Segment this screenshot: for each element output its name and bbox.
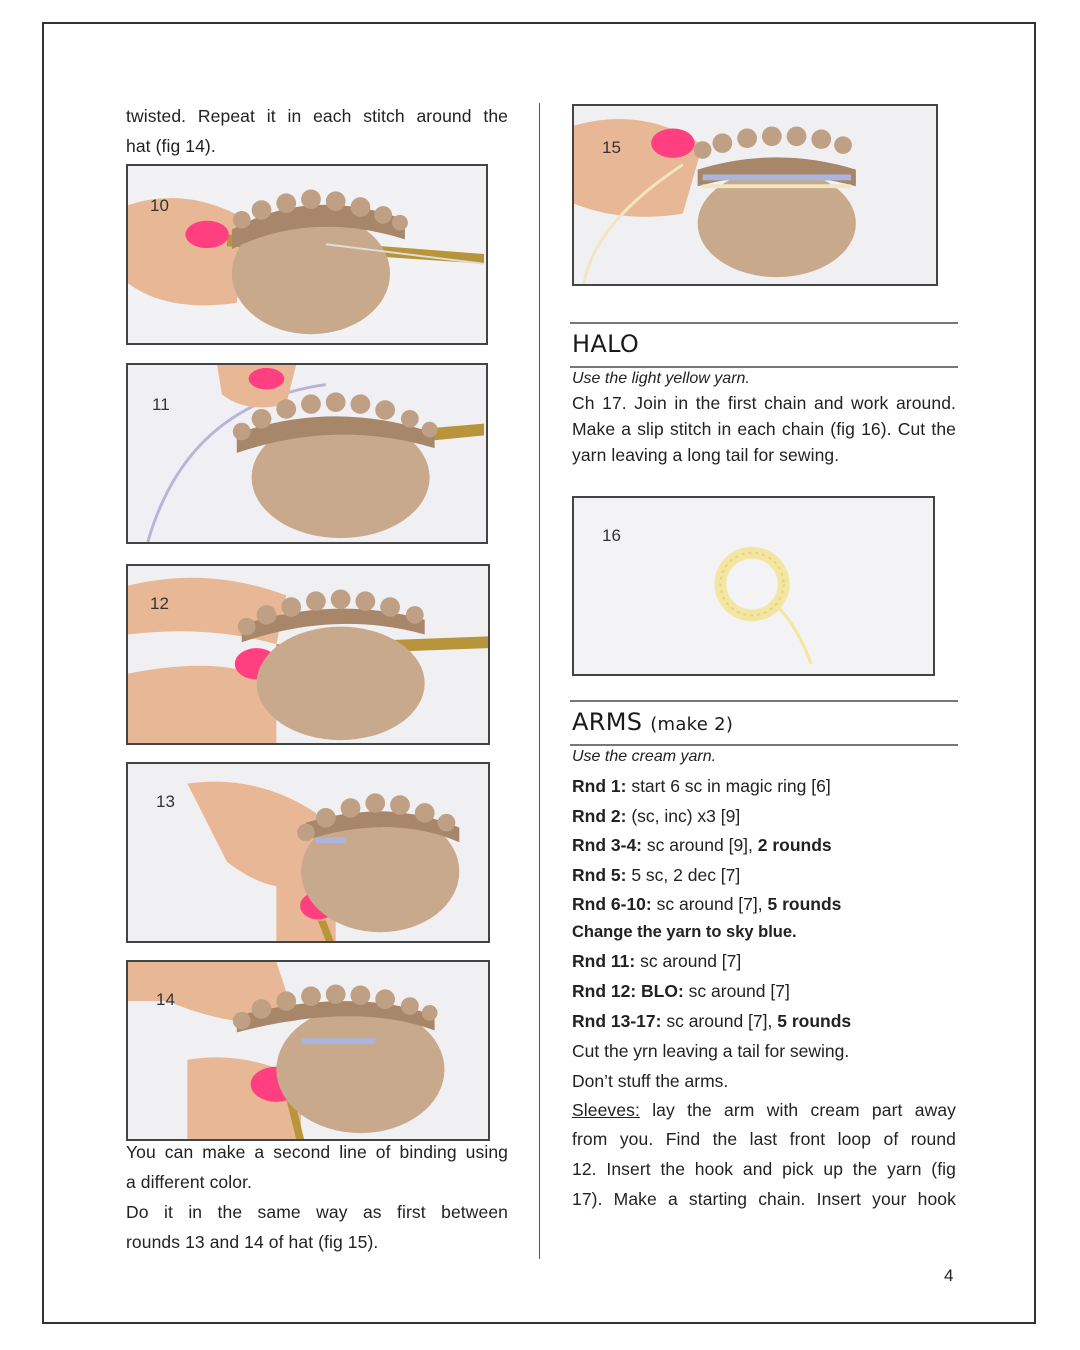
round-12-label: Rnd 12: BLO: (572, 981, 684, 1001)
halo-yarn-note: Use the light yellow yarn. (572, 370, 750, 387)
round-3-4 (572, 835, 832, 856)
round-3-4-text: sc around [9], (642, 835, 758, 855)
arms-title (572, 708, 733, 736)
page-number: 4 (944, 1266, 954, 1285)
round-5-label: Rnd 5: (572, 865, 627, 885)
figure-13-label: 13 (156, 792, 175, 811)
sleeves-line-3: 12. Insert the hook and pick up the yarn (fig (572, 1159, 956, 1179)
intro-line-1: twisted. Repeat it in each stitch around the (126, 106, 508, 126)
figure-15-photo (572, 104, 938, 286)
halo-title: HALO (572, 330, 640, 358)
round-1-text: start 6 sc in magic ring [6] (626, 776, 831, 796)
figure-11-photo (126, 363, 488, 544)
round-11-text: sc around [7] (635, 951, 742, 971)
round-13-17 (572, 1011, 851, 1032)
cut-yarn-note: Cut the yrn leaving a tail for sewing. (572, 1041, 850, 1061)
arms-top-rule (570, 700, 958, 702)
round-13-17-count: 5 rounds (777, 1011, 852, 1031)
sleeves-line-1-text: lay the arm with cream part away (639, 1100, 956, 1120)
column-divider (539, 103, 540, 1259)
dont-stuff-note: Don’t stuff the arms. (572, 1071, 729, 1091)
arms-title-text: ARMS (572, 708, 643, 736)
round-12-text: sc around [7] (683, 981, 790, 1001)
round-5-text: 5 sc, 2 dec [7] (626, 865, 741, 885)
figure-12-photo (126, 564, 490, 745)
figure-10-photo (126, 164, 488, 345)
change-yarn-note: Change the yarn to sky blue. (572, 923, 797, 941)
sleeves-label: Sleeves: (572, 1100, 640, 1120)
round-6-10-label: Rnd 6-10: (572, 894, 652, 914)
round-6-10 (572, 894, 841, 915)
round-13-17-text: sc around [7], (661, 1011, 778, 1031)
round-6-10-text: sc around [7], (651, 894, 768, 914)
round-2 (572, 806, 740, 827)
intro-line-2: hat (fig 14). (126, 136, 216, 156)
outro-line-2: a different color. (126, 1172, 253, 1192)
figure-13-photo (126, 762, 490, 943)
figure-15-label: 15 (602, 138, 621, 157)
figure-10-label: 10 (150, 196, 169, 215)
sleeves-line-1 (572, 1096, 956, 1126)
outro-line-3: Do it in the same way as first between (126, 1202, 508, 1222)
round-2-text: (sc, inc) x3 [9] (626, 806, 741, 826)
sleeves-line-4: 17). Make a starting chain. Insert your hook (572, 1189, 956, 1209)
round-13-17-label: Rnd 13-17: (572, 1011, 662, 1031)
figure-14-photo (126, 960, 490, 1141)
arms-bottom-rule (570, 744, 958, 746)
round-1-label: Rnd 1: (572, 776, 627, 796)
figure-16-label: 16 (602, 526, 621, 545)
outro-line-4: rounds 13 and 14 of hat (fig 15). (126, 1232, 379, 1252)
halo-bottom-rule (570, 366, 958, 368)
outro-line-1: You can make a second line of binding using (126, 1142, 508, 1162)
figure-11-label: 11 (152, 395, 170, 414)
round-11 (572, 951, 741, 972)
round-3-4-label: Rnd 3-4: (572, 835, 642, 855)
halo-instructions: Ch 17. Join in the first chain and work around. Make a slip stitch in each chain (fig 16). Cut the yarn leaving a long tail for sewing. (572, 393, 956, 465)
round-1 (572, 776, 831, 797)
round-12 (572, 981, 790, 1002)
figure-12-label: 12 (150, 594, 169, 613)
arms-title-suffix: (make 2) (650, 714, 734, 735)
figure-14-label: 14 (156, 990, 175, 1009)
sleeves-line-2: from you. Find the last front loop of round (572, 1129, 956, 1149)
round-11-label: Rnd 11: (572, 951, 636, 971)
round-2-label: Rnd 2: (572, 806, 627, 826)
round-6-10-count: 5 rounds (767, 894, 842, 914)
round-3-4-count: 2 rounds (757, 835, 832, 855)
round-5 (572, 865, 740, 886)
halo-top-rule (570, 322, 958, 324)
arms-yarn-note: Use the cream yarn. (572, 748, 717, 765)
figure-16-photo (572, 496, 935, 676)
